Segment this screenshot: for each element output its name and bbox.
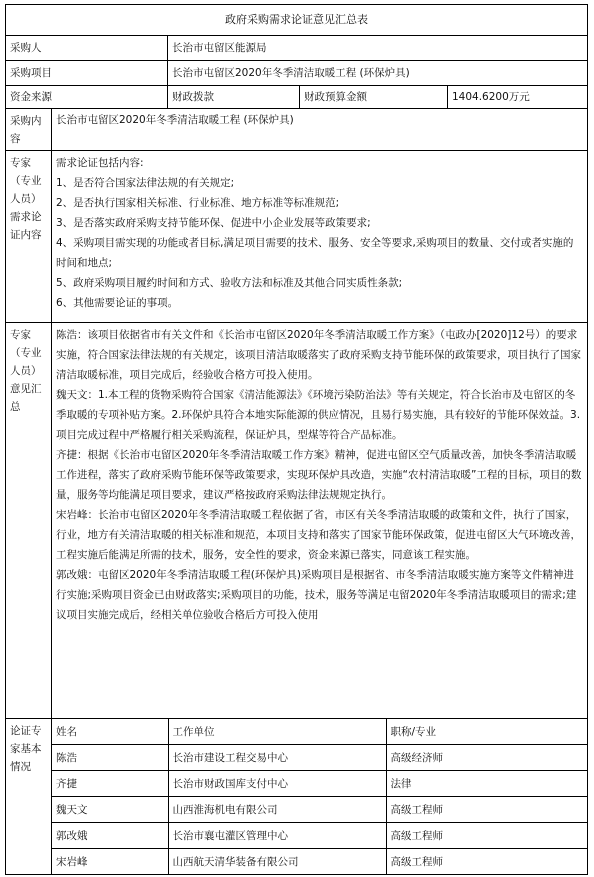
content-label: 采购内容 bbox=[6, 109, 52, 151]
experts-table bbox=[52, 719, 588, 874]
experts-label: 论证专家基本情况 bbox=[6, 719, 52, 875]
requirements-line: 2、是否执行国家相关标准、行业标准、地方标准等标准规范; bbox=[56, 197, 340, 209]
opinion-paragraph: 陈浩：该项目依据省市有关文件和《长治市屯留区2020年冬季清洁取暖工作方案》（屯政办[2020]12号）的要求实施，符合国家法律法规的有关规定，该项目清洁取暖落实了政府采购支持节能环保的政策要求，项目执行了国家清洁取暖标准，项目完成后，经验收合格方可投入使用。 bbox=[56, 329, 581, 381]
expert-name: 齐捷 bbox=[52, 771, 168, 797]
purchaser-value: 长治市屯留区能源局 bbox=[168, 36, 588, 61]
table-title: 政府采购需求论证意见汇总表 bbox=[6, 5, 588, 36]
header-title: 职称/专业 bbox=[386, 719, 588, 745]
experts-cell bbox=[52, 719, 588, 875]
expert-unit: 长治市财政国库支付中心 bbox=[168, 771, 386, 797]
requirements-content bbox=[52, 151, 588, 323]
expert-name: 郭改娥 bbox=[52, 823, 168, 849]
expert-unit: 长治市襄屯灌区管理中心 bbox=[168, 823, 386, 849]
project-label: 采购项目 bbox=[6, 61, 168, 86]
opinion-paragraph: 魏天文：1.本工程的货物采购符合国家《清洁能源法》《环境污染防治法》等有关规定，符合长治市及屯留区的冬季取暖的专项补贴方案。2.环保炉具符合本地实际能源的供应情况，且易行易实施，具有较好的节能环保效益。3.项目完成过程中严格履行相关采购流程，保证炉具，型煤等符合产品标准。 bbox=[56, 389, 581, 441]
opinion-paragraph: 郭改娥：屯留区2020年冬季清洁取暖工程(环保炉具)采购项目是根据省、市冬季清洁取暖实施方案等文件精神进行实施;采购项目资金已由财政落实;采购项目的功能，技术，服务等满足屯留2020年冬季清洁取暖项目的需求;建议项目实施完成后，经相关单位验收合格后方可投入使用 bbox=[56, 569, 577, 621]
requirements-label: 专家（专业人员）需求论证内容 bbox=[6, 151, 52, 323]
header-name: 姓名 bbox=[52, 719, 168, 745]
funding-label: 资金来源 bbox=[6, 86, 168, 109]
funding-source: 财政拨款 bbox=[168, 86, 300, 109]
experts-header-row bbox=[52, 719, 588, 745]
expert-title: 高级工程师 bbox=[386, 797, 588, 823]
requirements-line: 1、是否符合国家法律法规的有关规定; bbox=[56, 177, 235, 189]
expert-title: 高级经济师 bbox=[386, 745, 588, 771]
budget-label: 财政预算金额 bbox=[300, 86, 448, 109]
project-value: 长治市屯留区2020年冬季清洁取暖工程 (环保炉具) bbox=[168, 61, 588, 86]
table-row bbox=[52, 797, 588, 823]
table-row bbox=[52, 823, 588, 849]
expert-title: 法律 bbox=[386, 771, 588, 797]
opinion-paragraph: 齐捷：根据《长治市屯留区2020年冬季清洁取暖工作方案》精神，促进屯留区空气质量改善，加快冬季清洁取暖工作进程，落实了政府采购节能环保等政策要求，实现环保炉具改造，实施“农村清洁取暖”工程的目标，项目的数量，服务等均能满足项目要求，建议严格按政府采购法律法规规定执行。 bbox=[56, 449, 582, 501]
budget-value: 1404.6200万元 bbox=[448, 86, 588, 109]
expert-unit: 山西淮海机电有限公司 bbox=[168, 797, 386, 823]
requirements-line: 3、是否落实政府采购支持节能环保、促进中小企业发展等政策要求; bbox=[56, 217, 371, 229]
requirements-line: 需求论证包括内容: bbox=[56, 157, 144, 169]
expert-unit: 长治市建设工程交易中心 bbox=[168, 745, 386, 771]
content-value: 长治市屯留区2020年冬季清洁取暖工程 (环保炉具) bbox=[52, 109, 588, 151]
purchaser-label: 采购人 bbox=[6, 36, 168, 61]
header-unit: 工作单位 bbox=[168, 719, 386, 745]
table-row bbox=[52, 849, 588, 875]
requirements-line: 5、政府采购项目履约时间和方式、验收方法和标准及其他合同实质性条款; bbox=[56, 277, 403, 289]
expert-title: 高级工程师 bbox=[386, 849, 588, 875]
summary-table bbox=[5, 4, 588, 875]
opinion-paragraph: 宋岩峰：长治市屯留区2020年冬季清洁取暖工程依据了省，市区有关冬季清洁取暖的政策和文件，执行了国家，行业，地方有关清洁取暖的相关标准和规范，本项目支持和落实了国家节能环保政策，促进屯留区大气环境改善，工程实施后能满足所需的技术，服务，安全性的要求，资金来源已落实，同意该工程实施。 bbox=[56, 509, 581, 561]
requirements-line: 4、采购项目需实现的功能或者目标,满足项目需要的技术、服务、安全等要求,采购项目的数量、交付或者实施的时间和地点; bbox=[56, 237, 574, 269]
table-row bbox=[52, 771, 588, 797]
expert-name: 陈浩 bbox=[52, 745, 168, 771]
table-row bbox=[52, 745, 588, 771]
expert-title: 高级工程师 bbox=[386, 823, 588, 849]
opinions-content bbox=[52, 323, 588, 719]
expert-name: 魏天文 bbox=[52, 797, 168, 823]
expert-name: 宋岩峰 bbox=[52, 849, 168, 875]
requirements-line: 6、其他需要论证的事项。 bbox=[56, 297, 179, 309]
opinions-label: 专家（专业人员）意见汇总 bbox=[6, 323, 52, 719]
expert-unit: 山西航天清华装备有限公司 bbox=[168, 849, 386, 875]
